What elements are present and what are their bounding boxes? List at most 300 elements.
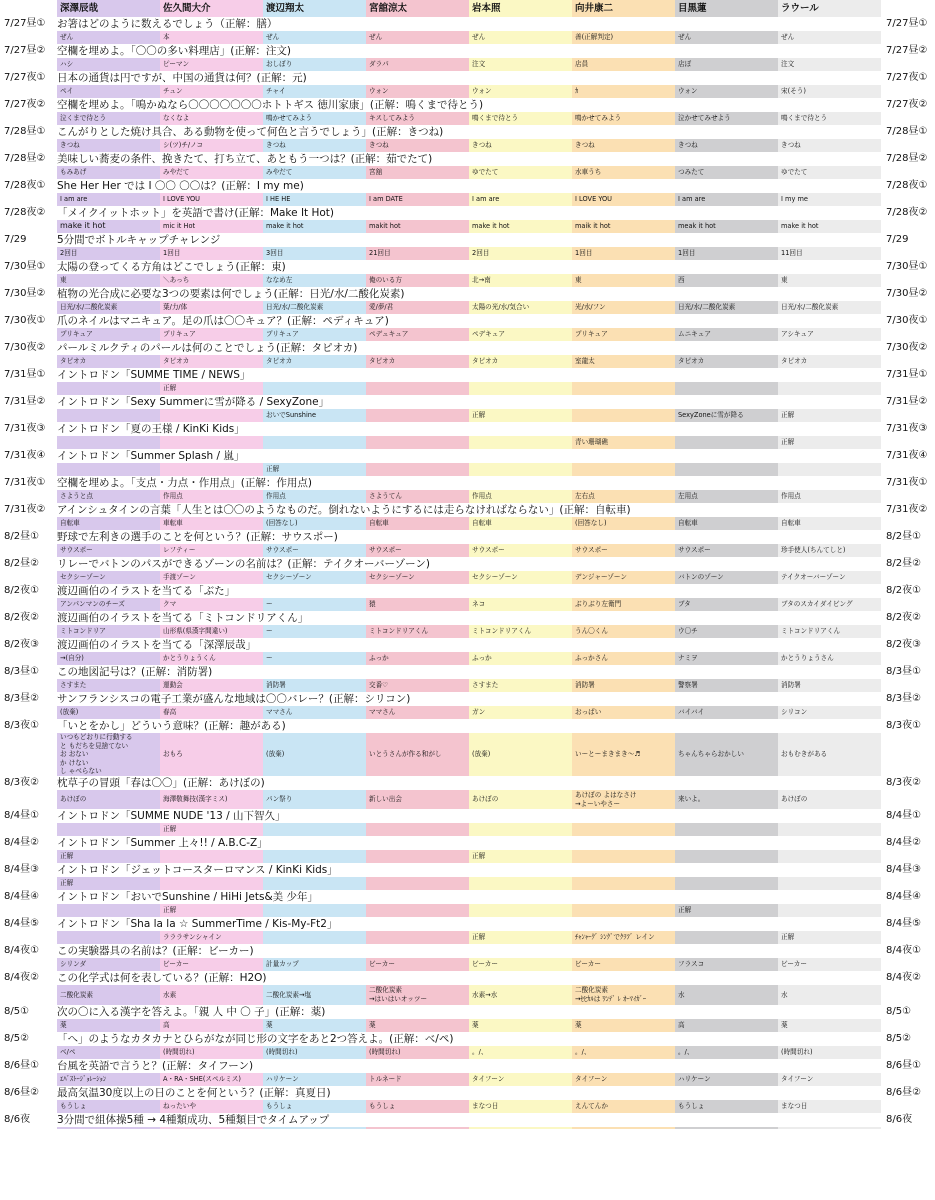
answer-cell [675,1100,778,1113]
answer-cell [572,382,675,395]
answer-cell [160,382,263,395]
answer-text: 。/、 [678,1048,694,1057]
answer-cell [572,247,675,260]
answer-text: さすまた [472,681,499,690]
answer-text: ぜん [266,33,280,42]
row-date-right: 7/31夜① [886,477,928,488]
row-question: イントロドン「Summer 上々!! / A.B.C-Z」 [57,837,268,849]
answer-cell [57,598,160,611]
answer-cell [160,139,263,152]
answer-text: 泣くまで待とう [60,114,107,123]
answer-cell [57,985,160,1005]
answer-cell [675,1019,778,1032]
row-date: 8/4昼③ [4,864,40,875]
row-date-right: 7/28昼① [886,126,928,137]
answer-cell [675,355,778,368]
answer-cell [57,1127,160,1129]
answer-cell [263,463,366,476]
answer-cell [778,904,881,917]
answer-text: 鳴かせてみよう [266,114,313,123]
answer-cell [778,823,881,836]
answer-cell [572,790,675,809]
quiz-row [0,665,935,692]
quiz-row [0,395,935,422]
row-date-right: 7/28夜② [886,207,928,218]
answer-cell [469,679,572,692]
row-date: 8/3夜① [4,720,40,731]
answer-cell [57,706,160,719]
answer-cell [57,58,160,71]
row-date: 7/31昼① [4,369,46,380]
answer-text: プリキュア [266,330,299,339]
answer-cell [57,355,160,368]
row-date: 8/6昼① [4,1060,40,1071]
answer-cell [57,850,160,863]
answer-text: タイフーン [781,1075,814,1084]
answer-cell [572,274,675,287]
answer-cell [160,409,263,422]
quiz-row [0,917,935,944]
answer-cell [263,877,366,890]
answer-cell [160,877,263,890]
row-question: 美味しい蕎麦の条件、挽きたて、打ち立て、あともう一つは？(正解：茹でたて) [57,153,433,165]
answer-text: ダラパ [369,60,389,69]
member-header-5: 岩本照 [469,0,572,17]
member-header-6: 向井康二 [572,0,675,17]
row-question: 渡辺画伯のイラストを当てる「ミトコンドリアくん」 [57,612,309,624]
answer-cell [778,571,881,584]
answer-cell [160,490,263,503]
row-date: 7/27昼① [4,18,46,29]
answer-cell [675,490,778,503]
quiz-row [0,206,935,233]
answer-cell [778,544,881,557]
answer-text: 薬 [369,1021,376,1030]
row-date-right: 7/27昼② [886,45,928,56]
answer-text: 作用点 [266,492,286,501]
row-date: 8/4昼④ [4,891,40,902]
answer-text: もうしょ [266,1102,293,1111]
answer-cell [57,85,160,98]
answer-text: ｴﾊﾞｽﾄｰｼﾞｮﾚｰｼｮﾝ [60,1075,107,1084]
answer-cell [160,985,263,1005]
answer-cell [57,571,160,584]
answer-text: ミトコンドリアくん [781,627,841,636]
answer-text: 室龍太 [575,357,595,366]
row-question: イントロドン「Summer Splash / 嵐」 [57,450,245,462]
answer-cell [366,877,469,890]
answer-cell [778,850,881,863]
member-header-8: ラウール [778,0,881,17]
answer-text: プリキュア [163,330,196,339]
answer-text: ふっか [472,654,492,663]
answer-text: ぶりぶり左衛門 [575,600,622,609]
answer-text: ウォン [472,87,492,96]
row-date: 7/30昼① [4,261,46,272]
answer-text: ビーカー [781,960,807,969]
row-date-right: 8/4昼④ [886,891,922,902]
answer-cell [572,1073,675,1086]
answer-cell [675,31,778,44]
answer-cell [778,220,881,233]
answer-text: かとうりょうさん [781,654,834,663]
answer-text: ゆでたて [472,168,499,177]
answer-cell [263,625,366,638]
answer-cell [778,790,881,809]
answer-cell [469,1019,572,1032]
answer-cell [572,85,675,98]
quiz-row [0,314,935,341]
answer-text: シリンダ [60,960,87,969]
answer-text: ブタ [678,600,691,609]
answer-text: ベ/ペ [60,1048,76,1057]
answer-text: 自転車 [781,519,801,528]
answer-text: (放棄) [60,708,79,717]
answer-text: 俺のいる方 [369,276,402,285]
answer-text: セクシーゾーン [472,573,518,582]
answer-text: おしぼり [266,60,293,69]
answer-text: ななめ左 [266,276,293,285]
answer-text: 計量カップ [266,960,299,969]
answer-cell [57,652,160,665]
answer-text: 正解 [781,933,795,942]
answer-text: サウスポー [266,546,299,555]
answer-text: 北→南 [472,276,491,285]
answer-cell [675,877,778,890]
answer-cell [366,1073,469,1086]
answer-text: ネコ [472,600,486,609]
answer-text: チャイ [266,87,286,96]
answer-cell [366,220,469,233]
answer-text: つみたて [678,168,705,177]
answer-cell [160,247,263,260]
answer-text: 東 [575,276,582,285]
answer-cell [57,517,160,530]
answer-text: タピオカ [781,357,808,366]
answer-cell [572,598,675,611]
answer-cell [366,328,469,341]
answer-text: 葉/力/体 [163,303,188,312]
answer-text: プリキュア [575,330,608,339]
answer-text: make it hot [60,221,106,231]
answer-cell [675,463,778,476]
answer-cell [160,1073,263,1086]
answer-text: きつね [472,141,492,150]
answer-text: 車転車 [163,519,183,528]
row-date: 7/31昼② [4,396,46,407]
answer-cell [57,958,160,971]
answer-cell [263,58,366,71]
answer-cell [675,679,778,692]
answer-text: ピーマン [163,60,190,69]
answer-cell [778,31,881,44]
answer-cell [160,463,263,476]
answer-cell [366,790,469,809]
answer-cell [469,166,572,179]
answer-cell [572,409,675,422]
quiz-row [0,890,935,917]
answer-text: 日光/水/二酸化炭素 [266,303,324,312]
answer-cell [263,823,366,836]
answer-cell [263,409,366,422]
answer-text: SexyZoneに雪が降る [678,411,744,420]
answer-cell [778,877,881,890]
answer-text: 東 [781,276,788,285]
member-header-3: 渡辺翔太 [263,0,366,17]
answer-cell [469,958,572,971]
answer-cell [160,823,263,836]
answer-cell [675,247,778,260]
row-date-right: 7/31夜② [886,504,928,515]
row-date-right: 8/2夜③ [886,639,922,650]
answer-text: 11回目 [781,249,803,258]
answer-text: (時間切れ) [163,1048,195,1057]
answer-cell [675,544,778,557]
answer-text: バトンのゾーン [678,573,724,582]
answer-cell [572,193,675,206]
answer-text: タピオカ [678,357,705,366]
row-question: 空欄を埋めよ。「〇〇の多い料理店」(正解：注文) [57,45,291,57]
answer-text: 薬 [575,1021,582,1030]
answer-cell [160,931,263,944]
answer-text: ミトコンドリア [60,627,106,636]
answer-cell [675,112,778,125]
answer-cell [778,1127,881,1129]
answer-cell [469,1073,572,1086]
answer-cell [160,625,263,638]
answer-text: ハリケーン [678,1075,711,1084]
answer-text: ママさん [266,708,293,717]
answer-cell [675,733,778,776]
row-date: 7/28夜② [4,207,46,218]
answer-text: 自転車 [472,519,492,528]
answer-cell [469,877,572,890]
answer-cell [675,301,778,314]
answer-cell [57,823,160,836]
answer-text: ＼あっち [163,276,190,285]
answer-text: 鳴くまで待とう [781,114,828,123]
answer-text: ー [266,600,273,609]
row-date: 7/30夜① [4,315,46,326]
answer-cell [366,463,469,476]
answer-cell [366,625,469,638]
row-date: 8/4夜① [4,945,40,956]
answer-text: ー [266,654,273,663]
answer-cell [160,1127,263,1129]
quiz-row [0,584,935,611]
answer-cell [572,301,675,314]
answer-cell [778,733,881,776]
answer-cell [366,823,469,836]
answer-cell [469,139,572,152]
answer-text: 運動会 [163,681,183,690]
row-question: 台風を英語で言うと？(正解：タイフーン) [57,1060,254,1072]
row-question: イントロドン「Sexy Summerに雪が降る / SexyZone」 [57,396,330,408]
answer-text: あけぼの [60,795,87,804]
answer-cell [263,571,366,584]
answer-cell [778,679,881,692]
answer-cell [675,652,778,665]
answer-text: かとうりょうくん [163,654,216,663]
row-date: 8/2昼② [4,558,40,569]
row-question: 太陽の登ってくる方角はどこでしょう(正解：東) [57,261,286,273]
answer-text: 作用点 [163,492,183,501]
row-date: 7/28昼① [4,126,46,137]
answer-cell [160,1019,263,1032]
answer-cell [778,382,881,395]
answer-text: ウォン [369,87,389,96]
answer-text: 水 [678,990,685,999]
answer-text: ぜん [60,33,74,42]
answer-cell [160,652,263,665]
answer-text: 自転車 [678,519,698,528]
answer-cell [263,958,366,971]
answer-cell [160,517,263,530]
answer-cell [263,790,366,809]
answer-cell [366,490,469,503]
answer-cell [469,1127,572,1129]
answer-text: make it hot [781,222,819,231]
answer-cell [675,58,778,71]
answer-text: 正解 [781,438,795,447]
answer-cell [469,652,572,665]
row-date-right: 8/2昼② [886,558,922,569]
answer-cell [366,166,469,179]
answer-cell [366,301,469,314]
answer-text: 21回目 [369,249,391,258]
answer-cell [57,220,160,233]
answer-cell [778,409,881,422]
answer-cell [57,1073,160,1086]
answer-cell [675,904,778,917]
answer-cell [160,733,263,776]
answer-text: I my me [781,195,808,204]
answer-cell [160,904,263,917]
answer-cell [57,544,160,557]
answer-cell [469,247,572,260]
answer-text: キスしてみよう [369,114,416,123]
answer-cell [57,679,160,692]
answer-cell [572,436,675,449]
answer-cell [778,247,881,260]
row-date: 8/5② [4,1033,30,1044]
answer-text: 3回目 [266,249,284,258]
answer-text: 光/水/フン [575,303,606,312]
answer-cell [469,985,572,1005]
answer-cell [675,931,778,944]
quiz-row [0,1086,935,1113]
answer-text: 本 [163,33,170,42]
answer-text: 警察署 [678,681,698,690]
answer-cell [57,409,160,422]
answer-text: 水車うち [575,168,602,177]
answer-cell [469,517,572,530]
row-question: 「メイクイットホット」を英語で書け(正解：Make It Hot) [57,207,335,219]
quiz-row [0,1059,935,1086]
answer-text: タピオカ [369,357,396,366]
answer-text: 新しい出会 [369,795,402,804]
answer-text: 猿 [369,600,376,609]
answer-text: サウスポー [472,546,505,555]
answer-text: 。/、 [472,1048,488,1057]
row-date: 8/2夜③ [4,639,40,650]
answer-text: 善(正解判定) [575,33,614,42]
answer-cell [778,1100,881,1113]
answer-cell [366,517,469,530]
answer-cell [675,517,778,530]
answer-text: ペデキュア [472,330,505,339]
answer-cell [57,490,160,503]
answer-cell [778,985,881,1005]
answer-text: ウォン [678,87,698,96]
row-date-right: 8/5① [886,1006,912,1017]
answer-cell [469,58,572,71]
answer-cell [57,463,160,476]
answer-text: A・RA・SHE(スペルミス) [163,1075,241,1084]
quiz-row [0,71,935,98]
answer-cell [572,490,675,503]
answer-text: ママさん [369,708,396,717]
quiz-row [0,341,935,368]
answer-cell [778,463,881,476]
answer-text: トルネード [369,1075,402,1084]
answer-cell [572,517,675,530]
answer-text: きつね [266,141,286,150]
quiz-row [0,557,935,584]
answer-cell [572,1127,675,1129]
answer-text: おもむきがある [781,750,828,759]
answer-cell [469,463,572,476]
answer-text: 2回目 [472,249,490,258]
answer-text: あけぼの よはなさけ →よーいやさー [575,790,637,808]
row-date: 8/2夜① [4,585,40,596]
answer-text: ぜん [781,33,795,42]
answer-cell [469,544,572,557]
answer-text: ハシ [60,60,74,69]
answer-cell [778,139,881,152]
row-question: イントロドン「Sha la la ☆ SummerTime / Kis-My-Ft2」 [57,918,338,930]
answer-cell [469,1046,572,1059]
answer-text: まなつ日 [781,1102,808,1111]
answer-text: ラララサンシャイン [163,933,222,942]
answer-text: ふっか [369,654,389,663]
quiz-row [0,692,935,719]
answer-cell [572,733,675,776]
answer-text: バイバイ [678,708,705,717]
answer-cell [57,931,160,944]
answer-text: 高 [678,1021,685,1030]
row-date: 7/30昼② [4,288,46,299]
row-question: イントロドン「SUMME TIME / NEWS」 [57,369,251,381]
quiz-row [0,503,935,530]
answer-cell [263,139,366,152]
answer-text: 1回目 [163,249,181,258]
row-date: 8/6夜 [4,1114,31,1125]
row-date-right: 8/4夜① [886,945,922,956]
answer-cell [366,409,469,422]
answer-text: 東 [60,276,67,285]
answer-text: 。/、 [575,1048,591,1057]
row-date: 7/29 [4,234,27,245]
quiz-row [0,719,935,776]
answer-cell [778,652,881,665]
answer-cell [263,301,366,314]
answer-cell [469,598,572,611]
answer-cell [263,652,366,665]
answer-cell [57,733,160,776]
answer-cell [778,1046,881,1059]
answer-text: さすまた [60,681,87,690]
